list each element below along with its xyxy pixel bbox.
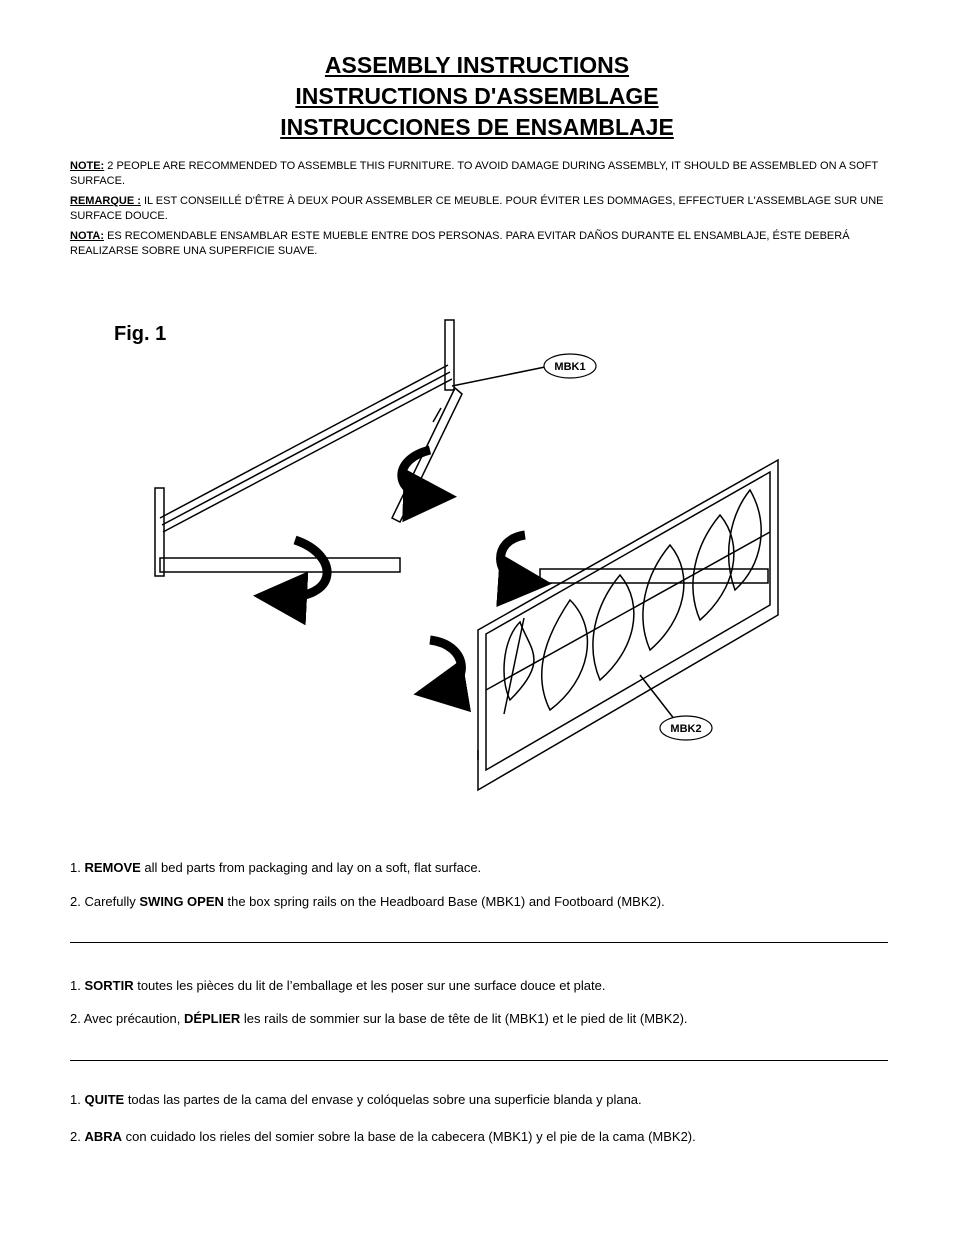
step-text: the box spring rails on the Headboard Base (MBK1) and Footboard (MBK2). — [223, 894, 665, 909]
step-keyword: REMOVE — [84, 860, 141, 875]
step-prefix: 2. Carefully — [70, 894, 140, 909]
note-english — [70, 159, 888, 189]
notes-block — [70, 159, 888, 264]
footboard — [478, 460, 778, 790]
step-keyword: SORTIR — [84, 978, 134, 993]
french-step-1 — [70, 978, 606, 993]
figure-label: Fig. 1 — [114, 323, 167, 345]
step-keyword: SWING OPEN — [139, 894, 224, 909]
step-prefix: 2. Avec précaution, — [70, 1011, 184, 1026]
step-keyword: QUITE — [84, 1092, 125, 1107]
part-callout-mbk1 — [544, 354, 596, 378]
spanish-step-2 — [70, 1129, 696, 1144]
step-text: todas las partes de la cama del envase y colóquelas sobre una superficie blanda y plana. — [124, 1092, 642, 1107]
step-prefix: 1. — [70, 860, 85, 875]
english-step-2 — [70, 894, 665, 909]
note-text: 2 PEOPLE ARE RECOMMENDED TO ASSEMBLE THIS FURNITURE. TO AVOID DAMAGE DURING ASSEMBLY, IT SHOULD BE ASSEMBLED ON A SOFT SURFACE. — [70, 160, 878, 187]
assembly-diagram — [130, 300, 810, 800]
step-prefix: 1. — [70, 1092, 85, 1107]
part-label-mbk2: MBK2 — [670, 723, 702, 735]
title-spanish: INSTRUCCIONES DE ENSAMBLAJE — [280, 114, 674, 140]
note-label: REMARQUE : — [70, 195, 141, 207]
title-block — [0, 50, 954, 143]
step-prefix: 2. — [70, 1129, 85, 1144]
spanish-step-1 — [70, 1092, 642, 1107]
english-step-1 — [70, 860, 481, 875]
note-french — [70, 194, 888, 224]
part-callout-mbk2 — [660, 716, 712, 740]
section-divider — [70, 942, 888, 943]
step-text: les rails de sommier sur la base de tête de lit (MBK1) et le pied de lit (MBK2). — [240, 1011, 688, 1026]
title-french: INSTRUCTIONS D'ASSEMBLAGE — [295, 83, 659, 109]
note-text: ES RECOMENDABLE ENSAMBLAR ESTE MUEBLE ENTRE DOS PERSONAS. PARA EVITAR DAÑOS DURANTE EL ENSAMBLAJE, ÉSTE DEBERÁ REALIZARSE SOBRE UNA SUPERFICIE SUAVE. — [70, 230, 850, 257]
section-divider — [70, 1060, 888, 1061]
note-text: IL EST CONSEILLÉ D'ÊTRE À DEUX POUR ASSEMBLER CE MEUBLE. POUR ÉVITER LES DOMMAGES, EFFECTUER L'ASSEMBLAGE SUR UNE SURFACE DOUCE. — [70, 195, 884, 222]
rotation-arrows — [280, 450, 525, 690]
note-label: NOTA: — [70, 230, 105, 242]
part-label-mbk1: MBK1 — [554, 361, 586, 373]
note-spanish — [70, 229, 888, 259]
step-text: con cuidado los rieles del somier sobre la base de la cabecera (MBK1) y el pie de la cama (MBK2). — [122, 1129, 696, 1144]
french-step-2 — [70, 1011, 688, 1026]
step-text: toutes les pièces du lit de l’emballage et les poser sur une surface douce et plate. — [133, 978, 606, 993]
step-keyword: DÉPLIER — [183, 1011, 241, 1026]
step-text: all bed parts from packaging and lay on a soft, flat surface. — [140, 860, 482, 875]
note-label: NOTE: — [70, 160, 105, 172]
title-english: ASSEMBLY INSTRUCTIONS — [324, 52, 630, 78]
step-prefix: 1. — [70, 978, 85, 993]
headboard-base — [155, 320, 462, 576]
step-keyword: ABRA — [84, 1129, 123, 1144]
